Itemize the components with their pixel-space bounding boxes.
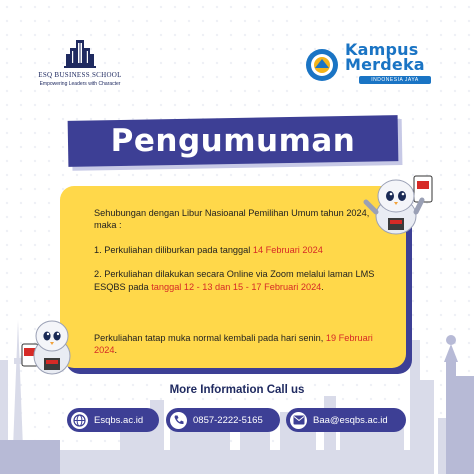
announcement-intro: Sehubungan dengan Libur Nasioanal Pemilihan Umum tahun 2024, maka :	[94, 208, 370, 231]
email-link[interactable]	[286, 408, 406, 432]
phone-text: 0857-2222-5165	[193, 414, 263, 426]
building-icon	[64, 38, 96, 68]
esq-logo-tagline: Empowering Leaders with Character	[39, 81, 121, 87]
kampus-merdeka-emblem	[305, 48, 339, 82]
mascot	[360, 172, 440, 242]
website-text: Esqbs.ac.id	[94, 414, 144, 426]
phone-icon	[170, 412, 187, 429]
phone-link[interactable]	[166, 408, 280, 432]
item2-end: .	[321, 281, 324, 292]
kampus-line2: Merdeka	[345, 55, 425, 74]
page-title: Pengumuman	[110, 123, 356, 159]
esq-logo-name: ESQ BUSINESS SCHOOL	[38, 71, 122, 79]
item1-date: 14 Februari 2024	[252, 244, 323, 255]
item1-text: 1. Perkuliahan diliburkan pada tanggal	[94, 244, 253, 255]
closing-date: 19 Februari 2024	[94, 333, 373, 356]
kampus-merdeka-wordmark	[345, 42, 425, 72]
item2-text: 2. Perkuliahan dilakukan secara Online via Zoom melalui laman LMS ESQBS pada	[94, 269, 375, 292]
email-text: Baa@esqbs.ac.id	[313, 414, 388, 426]
closing-text: Perkuliahan tatap muka normal kembali pada hari senin,	[94, 333, 326, 343]
announcement-item-2	[94, 268, 388, 293]
kampus-line1: Kampus	[345, 40, 419, 59]
announcement-item-1	[94, 244, 388, 256]
announcement-closing	[94, 332, 394, 357]
contact-heading: More Information Call us	[169, 384, 305, 396]
announcement-body	[94, 207, 388, 305]
mascot	[20, 314, 80, 378]
globe-icon	[71, 412, 88, 429]
kampus-merdeka-logo	[305, 42, 435, 88]
esq-business-school-logo	[30, 38, 130, 87]
website-link[interactable]	[67, 408, 159, 432]
mail-icon	[290, 412, 307, 429]
closing-end: .	[114, 345, 118, 356]
kampus-subtitle: INDONESIA JAYA	[359, 76, 431, 84]
item2-dates: tanggal 12 - 13 dan 15 - 17 Februari 2024	[151, 281, 322, 292]
